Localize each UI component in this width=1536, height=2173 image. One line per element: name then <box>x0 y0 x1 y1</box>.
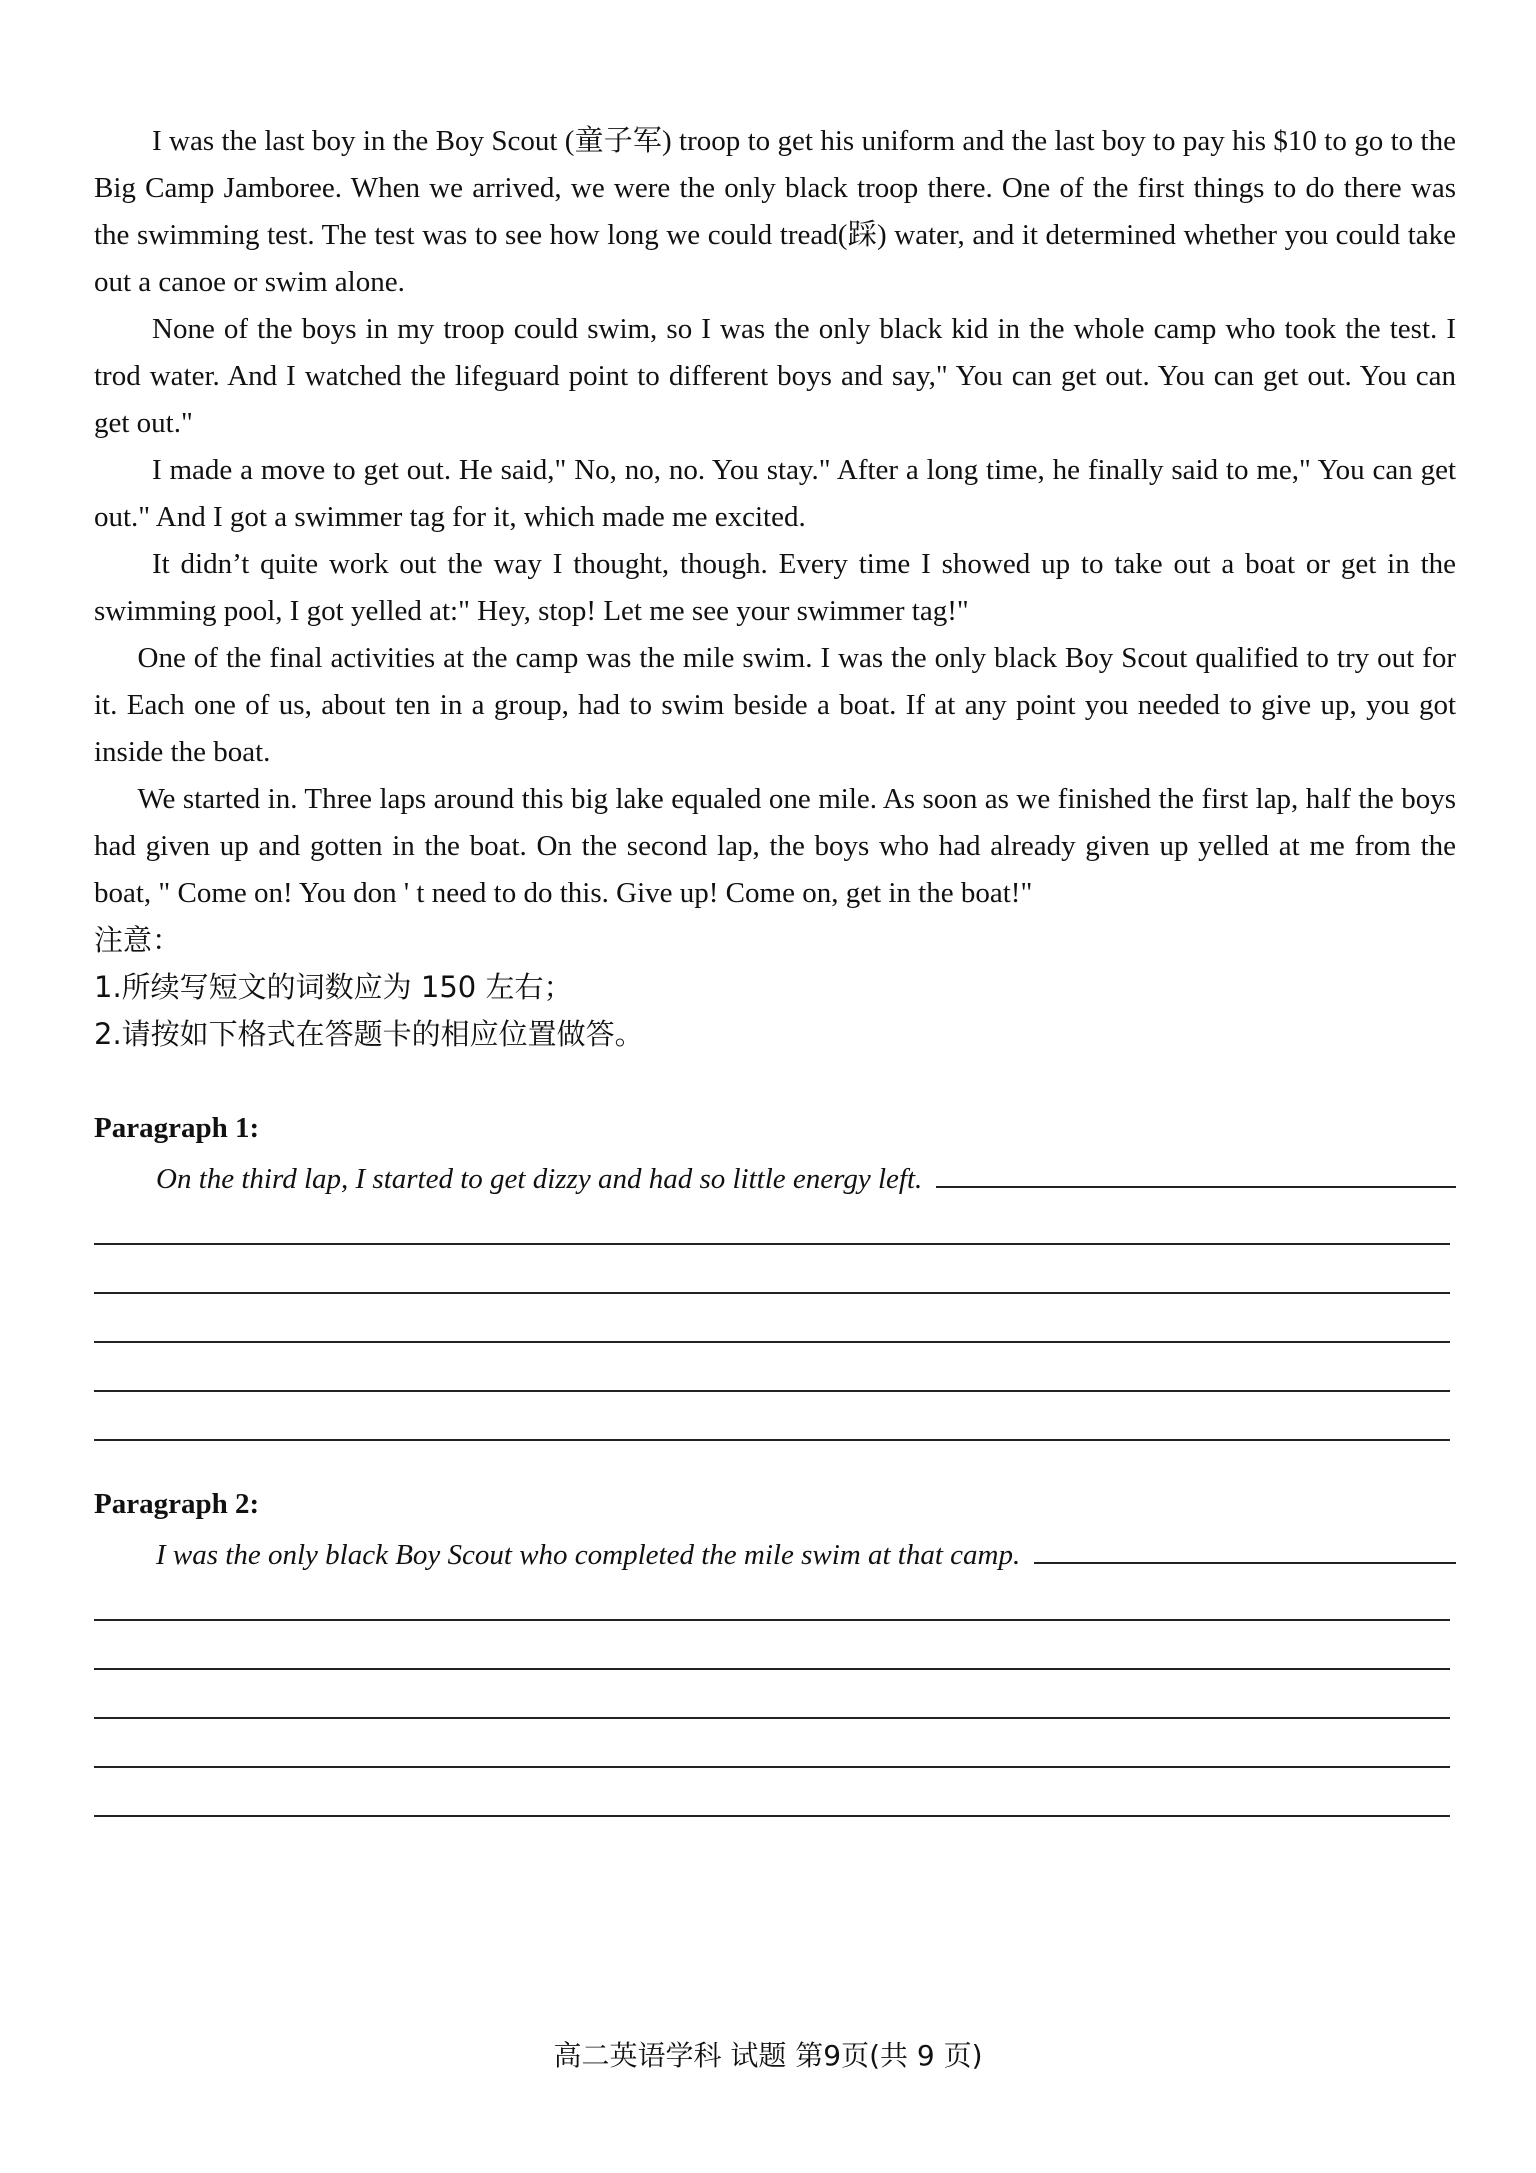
page-footer: 高二英语学科 试题 第9页(共 9 页) <box>553 2039 983 2072</box>
answer-line[interactable] <box>94 1621 1450 1670</box>
paragraph-2-lead-row <box>94 1524 1456 1572</box>
paragraph-1-lead-row <box>94 1148 1456 1196</box>
story-paragraph-2: None of the boys in my troop could swim, so I was the only black kid in the whole camp who took the test. I trod water. And I watched the lifeguard point to different boys and say," You can get out. You can get out. You can get out." <box>94 313 1456 439</box>
story-paragraph-3: I made a move to get out. He said," No, no, no. You stay." After a long time, he finally said to me," You can get out." And I got a swimmer tag for it, which made me excited. <box>94 454 1456 533</box>
instructions <box>94 917 1456 1058</box>
story-section <box>94 118 1456 1058</box>
paragraph-2-section <box>94 1484 1456 1817</box>
story-paragraph-4: It didn’t quite work out the way I thought, though. Every time I showed up to take out a boat or get in the swimming pool, I got yelled at:" Hey, stop! Let me see your swimmer tag!" <box>94 548 1456 627</box>
instruction-item-1: 1.所续写短文的词数应为 150 左右； <box>94 970 573 1004</box>
answer-line[interactable] <box>94 1719 1450 1768</box>
answer-line[interactable] <box>94 1670 1450 1719</box>
answer-blank[interactable] <box>1034 1562 1456 1564</box>
story-paragraph-5: One of the final activities at the camp was the mile swim. I was the only black Boy Scout qualified to try out for it. Each one of us, about ten in a group, had to swim beside a boat. If at any point you needed to give up, you got inside the boat. <box>94 642 1456 768</box>
instructions-title: 注意： <box>94 923 182 957</box>
paragraph-2-lead-sentence: I was the only black Boy Scout who completed the mile swim at that camp. <box>156 1539 1021 1571</box>
answer-line[interactable] <box>94 1343 1450 1392</box>
paragraph-2-heading: Paragraph 2: <box>94 1488 260 1520</box>
answer-blank[interactable] <box>936 1186 1456 1188</box>
paragraph-1-section <box>94 1108 1456 1441</box>
story-paragraph-6: We started in. Three laps around this big lake equaled one mile. As soon as we finished the first lap, half the boys had given up and gotten in the boat. On the second lap, the boys who had already given up yelled at me from the boat, " Come on! You don ' t need to do this. Give up! Come on, get in the boat!" <box>94 783 1456 909</box>
answer-line[interactable] <box>94 1572 1450 1621</box>
story-paragraph-1: I was the last boy in the Boy Scout (童子军) troop to get his uniform and the last boy to pay his $10 to go to the Big Camp Jamboree. When we arrived, we were the only black troop there. One of the first things to do there was the swimming test. The test was to see how long we could tread(踩) water, and it determined whether you could take out a canoe or swim alone. <box>94 125 1456 298</box>
story-text <box>94 118 1456 917</box>
answer-line[interactable] <box>94 1768 1450 1817</box>
answer-line[interactable] <box>94 1392 1450 1441</box>
answer-line[interactable] <box>94 1294 1450 1343</box>
answer-line[interactable] <box>94 1245 1450 1294</box>
paragraph-1-heading: Paragraph 1: <box>94 1112 260 1144</box>
paragraph-1-lead-sentence: On the third lap, I started to get dizzy and had so little energy left. <box>156 1163 923 1195</box>
instruction-item-2: 2.请按如下格式在答题卡的相应位置做答。 <box>94 1017 644 1051</box>
answer-line[interactable] <box>94 1196 1450 1245</box>
